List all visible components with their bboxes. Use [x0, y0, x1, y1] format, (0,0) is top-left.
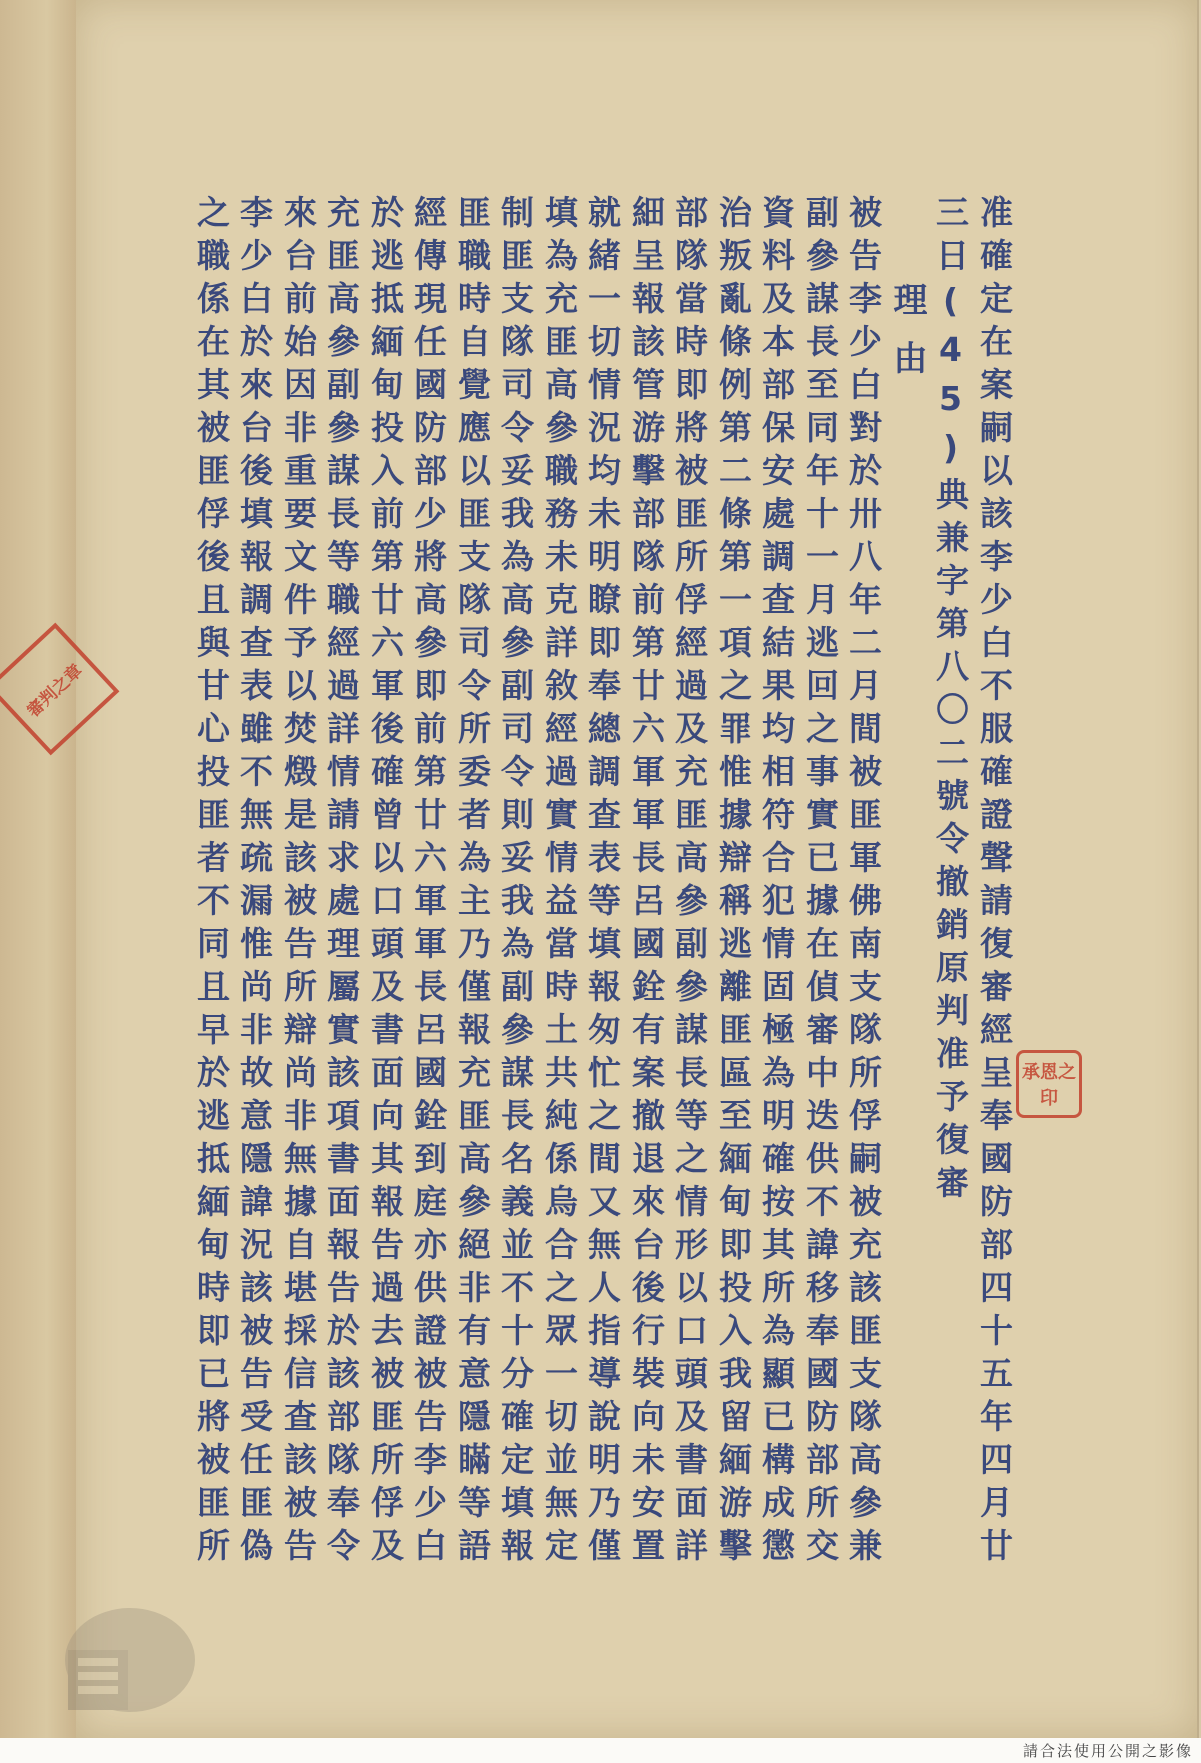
- text-column-5: 副參謀長至同年十一月逃回之事實已據在偵審中迭供不諱移奉國防部所交: [801, 195, 840, 1571]
- text-column-15: 於逃抵緬甸投入前第廿六軍後確曾以口頭及書面向其報告過去被匪所俘及: [366, 195, 405, 1571]
- text-column-13: 匪職時自覺應以匪支隊司令所委者為主乃僅報充匪高參絕非有意隱瞞等語: [453, 195, 492, 1571]
- text-column-7: 治叛亂條例第二條第一項之罪惟據辯稱逃離匪區至緬甸即投入我留緬游擊: [714, 195, 753, 1571]
- text-column-4: 被告李少白對於卅八年二月間被匪軍佛南支隊所俘嗣被充該匪支隊高參兼: [844, 195, 883, 1571]
- footer-strip: [0, 1738, 1201, 1763]
- archive-logo-icon: [60, 1600, 200, 1720]
- text-column-9: 細呈報該管游擊部隊前第廿六軍軍長呂國銓有案撤退來台後行裝向未安置: [627, 195, 666, 1571]
- text-column-18: 李少白於來台後填報調查表雖不無疏漏惟尚非故意隱諱況該被告受任匪偽: [235, 195, 274, 1571]
- section-heading-reason: 理由: [887, 282, 927, 398]
- text-column-11: 填為充匪高參職務未克詳敘經過實情益當時土共純係烏合之眾一切並無定: [540, 195, 579, 1571]
- text-column-10: 就緒一切情況均未明瞭即奉總調查表等填報匆忙之間又無人指導說明乃僅: [583, 195, 622, 1571]
- text-column-1: 准確定在案嗣以該李少白不服確證聲請復審經呈奉國防部四十五年四月廿: [975, 195, 1014, 1571]
- text-column-2: 三日(45)典兼字第八〇二號令撤銷原判准予復審: [931, 195, 970, 1208]
- text-column-12: 制匪支隊司令妥我為高參副司令則妥我為副參謀長名義並不十分確定填報: [496, 195, 535, 1571]
- text-column-8: 部隊當時即將被匪所俘經過及充匪高參副參謀長等之情形以口頭及書面詳: [670, 195, 709, 1571]
- text-column-16: 充匪高參副參謀長等職經過詳情請求處理屬實該項書面報告於該部隊奉令: [322, 195, 361, 1571]
- underlying-sheet-edge: [0, 0, 79, 1763]
- text-column-19: 之職係在其被匪俘後且與甘心投匪者不同且早於逃抵緬甸時即已將被匪所: [192, 195, 231, 1571]
- red-seal-stamp-left: 審判之章: [0, 623, 119, 756]
- text-column-6: 資料及本部保安處調查結果均相符合犯情固極為明確按其所為顯已構成懲: [757, 195, 796, 1571]
- red-seal-stamp-right: 承恩之印: [1016, 1050, 1082, 1118]
- text-column-17: 來台前始因非重要文件予以焚燬是該被告所辯尚非無據自堪採信查該被告: [279, 195, 318, 1571]
- text-column-14: 經傳現任國防部少將高參即前第廿六軍軍長呂國銓到庭亦供證被告李少白: [409, 195, 448, 1571]
- usage-notice: 請合法使用公開之影像: [1022, 1742, 1193, 1760]
